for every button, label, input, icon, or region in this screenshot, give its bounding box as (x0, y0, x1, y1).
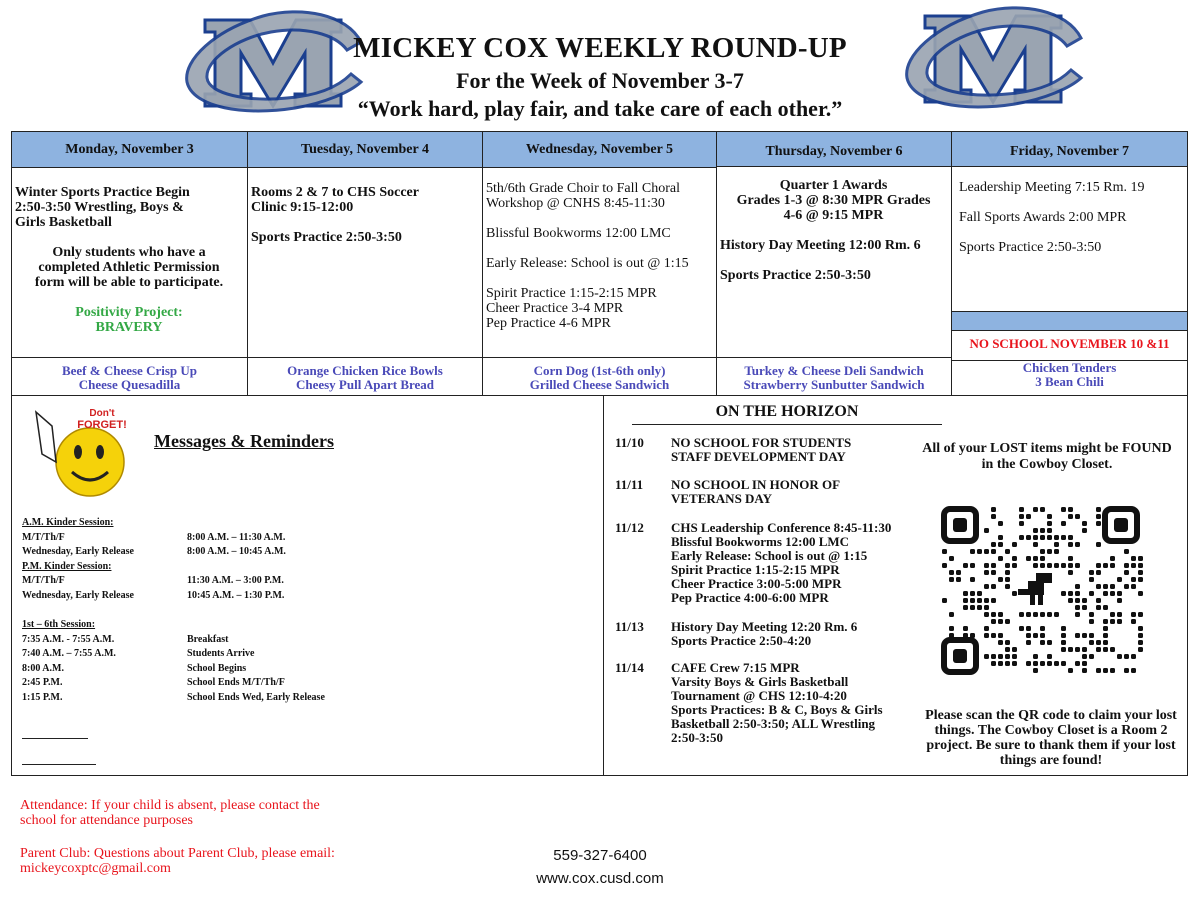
horizon-title: ON THE HORIZON (632, 403, 942, 425)
lunch-menu (717, 360, 951, 396)
event-line: Grades 1-3 @ 8:30 MPR Grades (736, 193, 931, 208)
schedule-row (22, 691, 325, 706)
page-title: MICKEY COX WEEKLY ROUND-UP (353, 32, 847, 64)
day-events (483, 168, 716, 358)
schedule-row (22, 545, 286, 560)
schedule-time: 7:40 A.M. – 7:55 A.M. (22, 648, 116, 659)
schedule-row (22, 589, 286, 604)
lunch-item: Chicken Tenders (1022, 360, 1117, 375)
event-line: Girls Basketball (15, 215, 112, 230)
schedule-row (22, 676, 325, 691)
no-school-notice: NO SCHOOL NOVEMBER 10 &11 (969, 336, 1170, 351)
schedule-event: School Begins (187, 662, 247, 674)
day-header: Tuesday, November 4 (248, 132, 482, 168)
horizon-item (615, 620, 916, 648)
schedule-row (22, 662, 325, 677)
blank-line (22, 738, 88, 739)
event-line: 2:50-3:50 Wrestling, Boys & (15, 200, 184, 215)
horizon-item (615, 436, 916, 464)
horizon-date: 11/10 (615, 435, 644, 450)
event-line: Quarter 1 Awards (779, 178, 888, 193)
lunch-item: Cheesy Pull Apart Bread (295, 377, 435, 392)
horizon-text: NO SCHOOL FOR STUDENTS STAFF DEVELOPMENT DAY (671, 435, 852, 464)
messages-title: Messages & Reminders (154, 431, 334, 451)
schedule-time: 8:00 A.M. – 10:45 A.M. (187, 546, 286, 557)
schedule-time: 8:00 A.M. (22, 662, 64, 674)
schedule-day: Wednesday, Early Release (22, 589, 134, 601)
horizon-item (615, 661, 916, 745)
event-line: Fall Sports Awards 2:00 MPR (959, 210, 1127, 225)
schedule-time: 8:00 A.M. – 11:30 A.M. (187, 531, 286, 543)
lunch-menu (483, 360, 716, 396)
day-events (248, 168, 482, 358)
schedule-event: School Ends M/T/Th/F (187, 677, 285, 688)
sticker-text-top: Don't (89, 408, 115, 419)
day-events (12, 168, 247, 358)
event-line: Clinic 9:15-12:00 (251, 200, 354, 215)
schedule-time: 1:15 P.M. (22, 691, 63, 703)
page-subtitle: For the Week of November 3-7 (456, 68, 744, 93)
horizon-item (615, 478, 916, 506)
schedule-row (22, 531, 286, 546)
website-link[interactable]: www.cox.cusd.com (536, 870, 664, 887)
positivity-project-value: BRAVERY (95, 320, 163, 335)
event-note: form will be able to participate. (34, 275, 224, 290)
horizon-text: NO SCHOOL IN HONOR OF VETERANS DAY (671, 477, 841, 506)
event-line: Rooms 2 & 7 to CHS Soccer (251, 185, 419, 200)
day-column-tuesday (248, 132, 483, 395)
horizon-date: 11/11 (615, 477, 644, 492)
schedule-row (22, 647, 325, 662)
event-line: 5th/6th Grade Choir to Fall Choral (486, 181, 681, 196)
lunch-item: 3 Bean Chili (1035, 374, 1104, 389)
lunch-item: Grilled Cheese Sandwich (529, 377, 670, 392)
blank-line (22, 764, 96, 765)
lunch-item: Strawberry Sunbutter Sandwich (743, 377, 925, 392)
lunch-item: Cheese Quesadilla (78, 377, 181, 392)
horizon-text: History Day Meeting 12:20 Rm. 6 Sports Practice 2:50-4:20 (671, 619, 858, 648)
lunch-menu (248, 360, 482, 396)
schedule-time: 10:45 A.M. – 1:30 P.M. (187, 589, 285, 601)
kinder-am-schedule (22, 516, 286, 603)
schedule-time: 2:45 P.M. (22, 677, 63, 688)
event-line: History Day Meeting 12:00 Rm. 6 (720, 238, 921, 253)
schedule-time: 7:35 A.M. - 7:55 A.M. (22, 633, 115, 645)
event-note: completed Athletic Permission (38, 260, 220, 275)
messages-panel (12, 396, 604, 775)
parent-club-note: Parent Club: Questions about Parent Club, please email: mickeycoxptc@gmail.com (20, 846, 335, 876)
lunch-menu (952, 360, 1187, 396)
schedule-time: 11:30 A.M. – 3:00 P.M. (187, 575, 284, 586)
positivity-project-label: Positivity Project: (75, 305, 183, 320)
event-line: Pep Practice 4-6 MPR (486, 316, 611, 331)
event-line: Sports Practice 2:50-3:50 (251, 230, 402, 245)
schedule-event: School Ends Wed, Early Release (187, 691, 325, 703)
attendance-note: Attendance: If your child is absent, please contact the school for attendance purposes (20, 798, 320, 828)
lunch-menu (12, 360, 247, 396)
friday-color-band (952, 311, 1187, 331)
event-line: Leadership Meeting 7:15 Rm. 19 (959, 180, 1145, 195)
day-column-thursday (717, 132, 952, 395)
grades-session-schedule (22, 618, 325, 705)
day-column-monday (12, 132, 248, 395)
event-line: Workshop @ CNHS 8:45-11:30 (486, 196, 665, 211)
schedule-event: Breakfast (187, 633, 229, 645)
event-line: Early Release: School is out @ 1:15 (486, 256, 689, 271)
day-header: Friday, November 7 (952, 132, 1187, 167)
day-column-wednesday (483, 132, 717, 395)
horizon-date: 11/13 (615, 619, 644, 634)
schedule-label: A.M. Kinder Session: (22, 517, 114, 528)
lunch-item: Turkey & Cheese Deli Sandwich (744, 363, 924, 378)
day-events (717, 168, 951, 358)
day-header: Monday, November 3 (12, 132, 247, 168)
schedule-day: M/T/Th/F (22, 575, 65, 586)
horizon-item (615, 521, 916, 605)
event-line: Sports Practice 2:50-3:50 (720, 268, 871, 283)
event-line: Blissful Bookworms 12:00 LMC (486, 226, 671, 241)
event-line: Winter Sports Practice Begin (15, 185, 190, 200)
event-line: 4-6 @ 9:15 MPR (783, 208, 884, 223)
horizon-date: 11/14 (615, 660, 644, 675)
day-column-friday (952, 132, 1187, 395)
lost-items-instructions: Please scan the QR code to claim your lost things. The Cowboy Closet is a Room 2 project. Be sure to thank them if your lost things are found! (925, 708, 1177, 768)
horizon-text: CAFE Crew 7:15 MPR Varsity Boys & Girls Basketball Tournament @ CHS 12:10-4:20 Sports Practices: B & C, Boys & Girls Basketball 2:50-3:50; ALL Wrestling 2:50-3:50 (671, 660, 883, 745)
event-note: Only students who have a (52, 245, 206, 260)
school-motto: “Work hard, play fair, and take care of each other.” (357, 96, 843, 121)
schedule-day: M/T/Th/F (22, 531, 65, 543)
schedule-event: Students Arrive (187, 648, 255, 659)
dont-forget-smiley-icon (22, 404, 137, 499)
schedule-row (22, 574, 286, 589)
phone-number: 559-327-6400 (553, 847, 647, 864)
lunch-item: Beef & Cheese Crisp Up (61, 363, 198, 378)
lunch-item: Orange Chicken Rice Bowls (287, 363, 443, 378)
lunch-item: Corn Dog (1st-6th only) (533, 363, 666, 378)
schedule-row (22, 633, 325, 648)
horizon-date: 11/12 (615, 520, 644, 535)
qr-code-icon[interactable] (938, 503, 1143, 678)
event-line: Sports Practice 2:50-3:50 (959, 240, 1102, 255)
day-header: Wednesday, November 5 (483, 132, 716, 168)
event-line: Spirit Practice 1:15-2:15 MPR (486, 286, 657, 301)
schedule-day: Wednesday, Early Release (22, 546, 134, 557)
weekly-schedule-table (11, 131, 1188, 396)
lost-items-heading: All of your LOST items might be FOUND in the Cowboy Closet. (922, 441, 1172, 472)
sticker-text-bottom: FORGET! (77, 419, 127, 431)
event-line: Cheer Practice 3-4 MPR (486, 301, 624, 316)
day-header: Thursday, November 6 (717, 132, 951, 167)
schedule-label: P.M. Kinder Session: (22, 560, 112, 572)
schedule-label: 1st – 6th Session: (22, 619, 96, 630)
horizon-text: CHS Leadership Conference 8:45-11:30 Blissful Bookworms 12:00 LMC Early Release: School is out @ 1:15 Spirit Practice 1:15-2:15 MPR Cheer Practice 3:00-5:00 MPR Pep Practice 4:00-6:00 MPR (671, 520, 892, 605)
lower-section (11, 396, 1188, 776)
